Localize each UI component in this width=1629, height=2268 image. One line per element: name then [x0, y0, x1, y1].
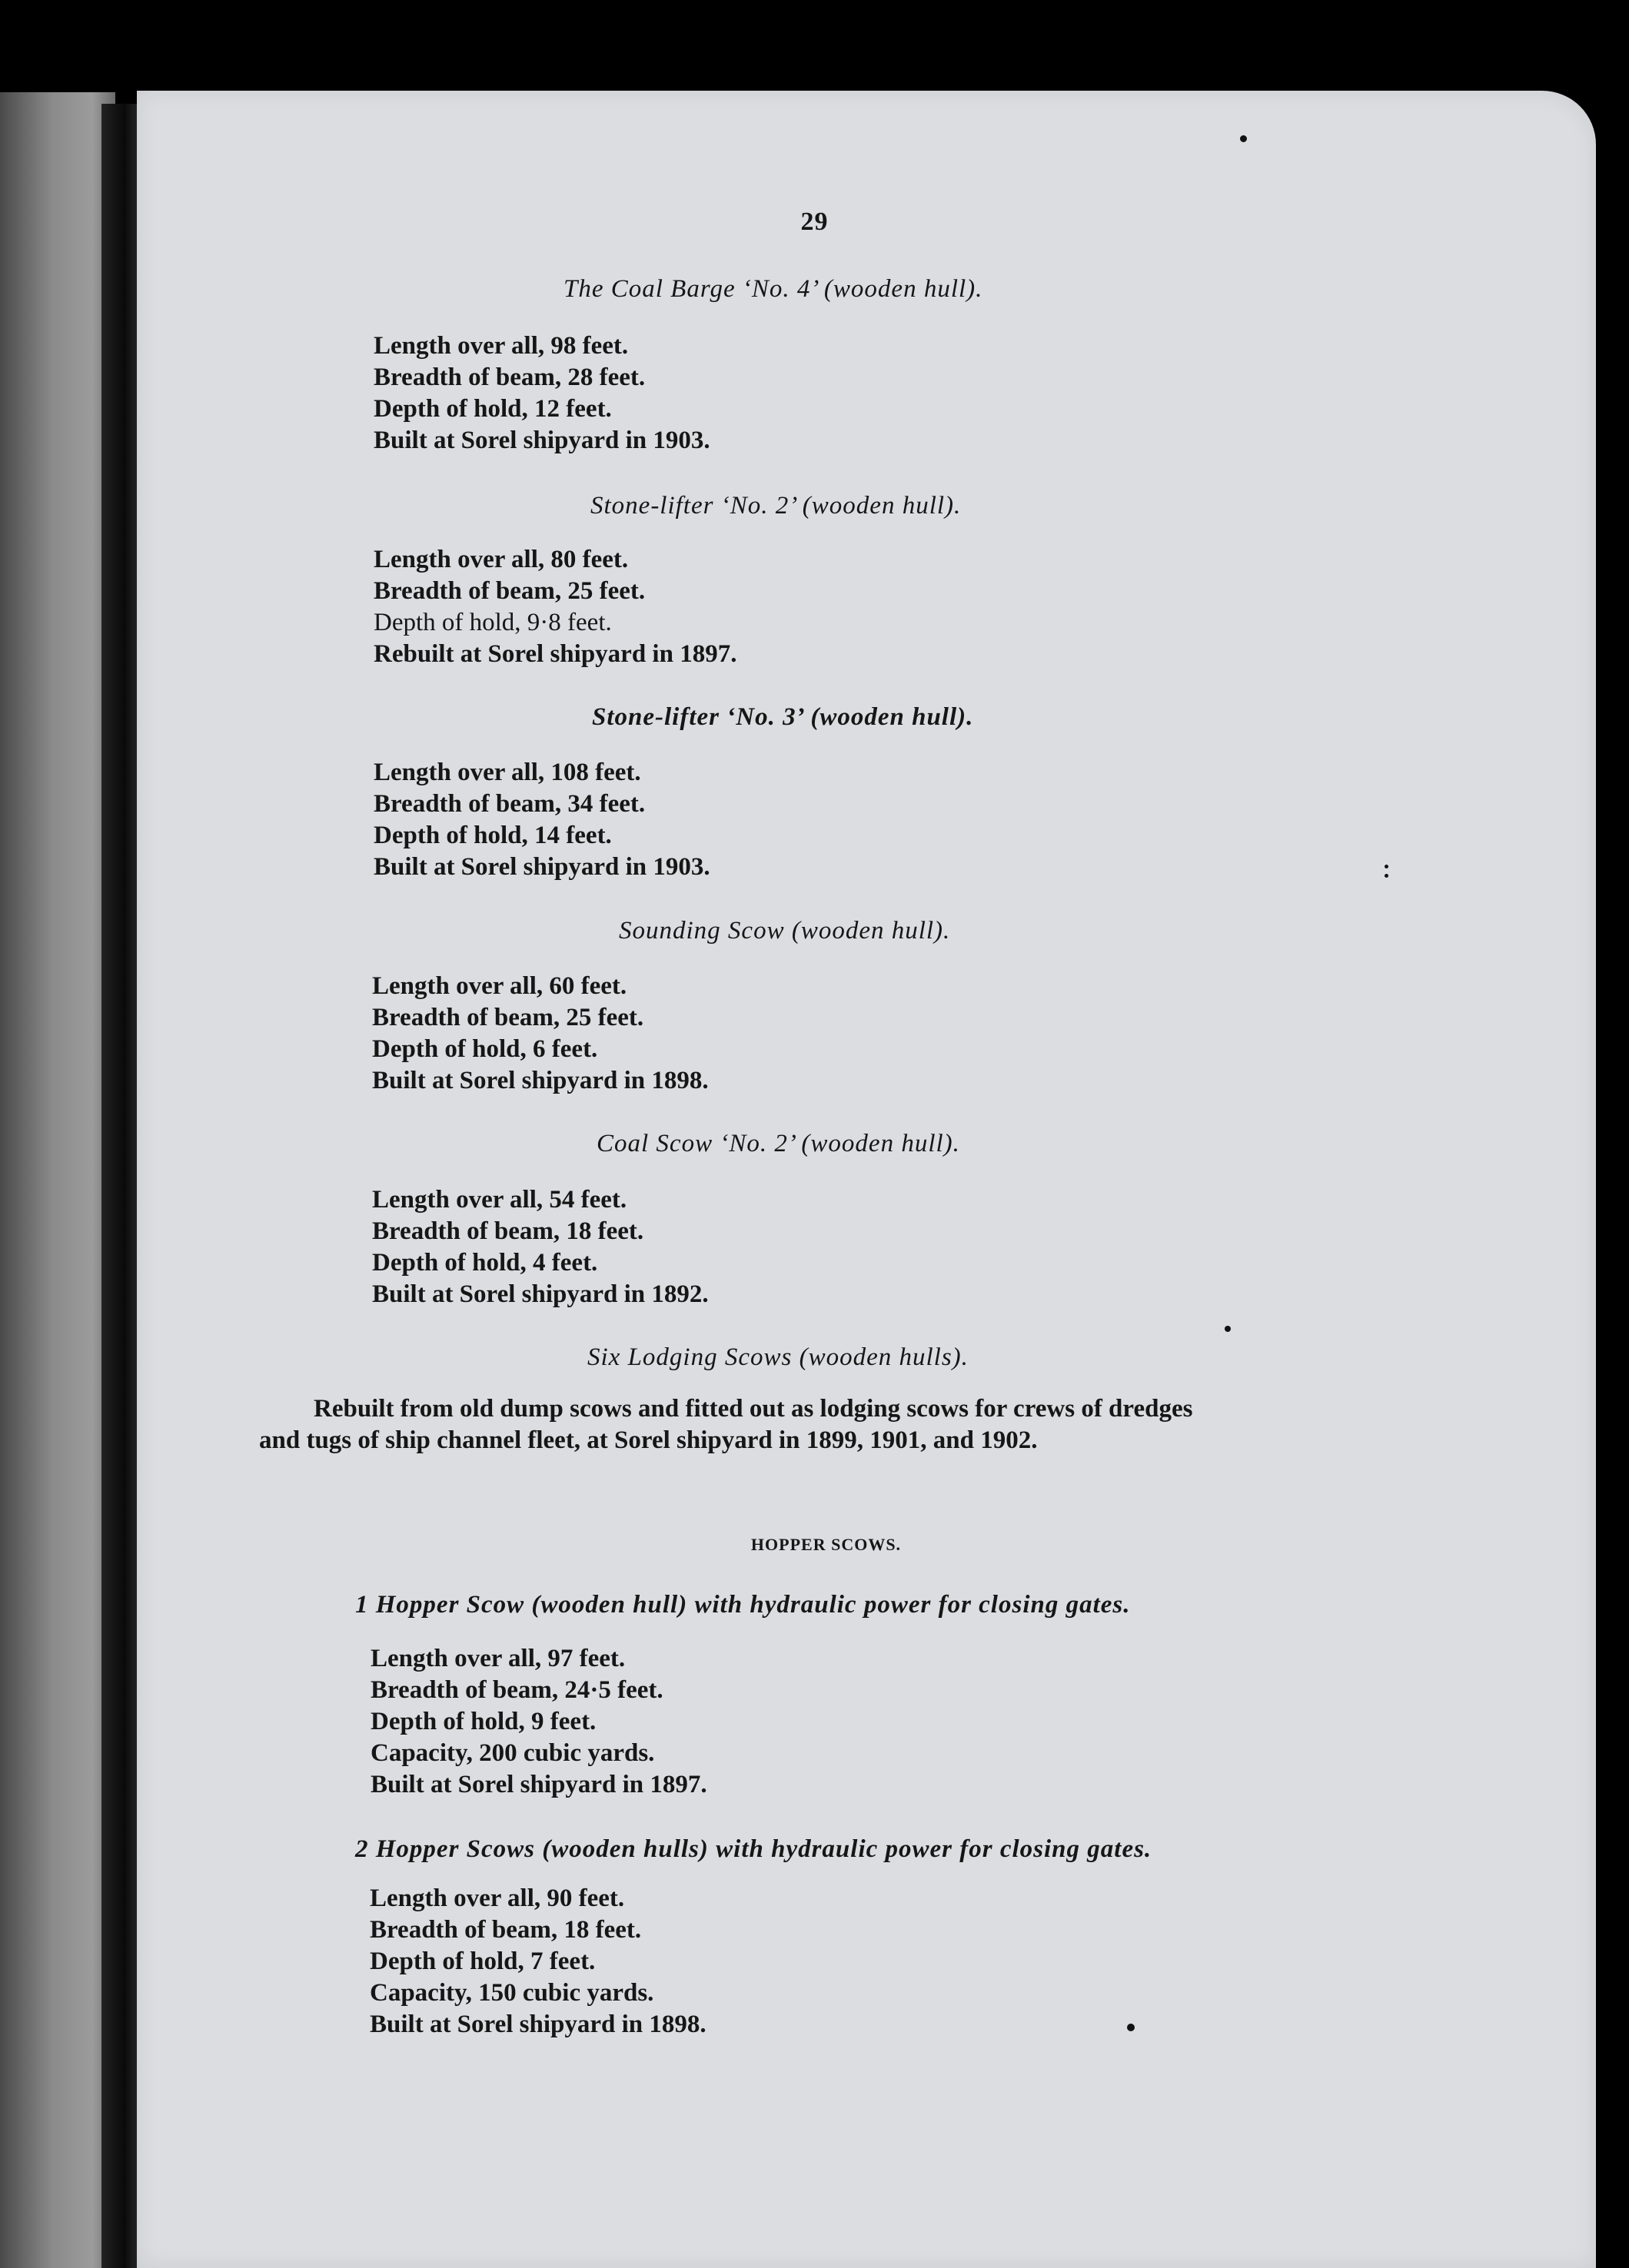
print-speck [1385, 874, 1388, 878]
section-details [374, 757, 710, 883]
detail-line: Built at Sorel shipyard in 1903. [374, 853, 710, 881]
hopper-section-title: HOPPER SCOWS. [750, 1535, 902, 1554]
print-speck [1240, 135, 1247, 142]
detail-line: Built at Sorel shipyard in 1897. [371, 1771, 707, 1798]
detail-line: Built at Sorel shipyard in 1898. [372, 1067, 709, 1094]
detail-line: Depth of hold, 9 feet. [371, 1708, 597, 1735]
section-heading: Coal Scow ‘No. 2’ (wooden hull). [597, 1130, 960, 1157]
detail-line: Length over all, 90 feet. [370, 1884, 625, 1912]
section-heading: The Coal Barge ‘No. 4’ (wooden hull). [564, 275, 983, 303]
detail-line: Depth of hold, 7 feet. [370, 1948, 596, 1975]
detail-line: Capacity, 150 cubic yards. [370, 1979, 654, 2007]
detail-line: Length over all, 60 feet. [372, 972, 627, 1000]
facing-page-edge [0, 92, 115, 2268]
detail-line: Breadth of beam, 24·5 feet. [371, 1676, 663, 1704]
detail-line: Built at Sorel shipyard in 1898. [370, 2011, 706, 2038]
section-heading: Six Lodging Scows (wooden hulls). [587, 1343, 969, 1371]
section-details [374, 330, 710, 457]
detail-line: Built at Sorel shipyard in 1903. [374, 427, 710, 454]
print-speck [1225, 1326, 1231, 1332]
section-details [372, 1184, 709, 1310]
section-heading: Sounding Scow (wooden hull). [619, 917, 951, 945]
detail-line: Breadth of beam, 28 feet. [374, 364, 646, 391]
print-speck [1127, 2024, 1135, 2031]
paragraph-line: and tugs of ship channel fleet, at Sorel shipyard in 1899, 1901, and 1902. [259, 1426, 1038, 1454]
detail-line: Depth of hold, 6 feet. [372, 1035, 598, 1063]
section-details [374, 544, 736, 670]
detail-line: Length over all, 80 feet. [374, 546, 629, 573]
detail-line: Length over all, 108 feet. [374, 759, 641, 786]
book-gutter [101, 104, 140, 2268]
detail-line: Length over all, 54 feet. [372, 1186, 627, 1214]
detail-line: Built at Sorel shipyard in 1892. [372, 1280, 709, 1308]
detail-line: Capacity, 200 cubic yards. [371, 1739, 655, 1767]
detail-line: Depth of hold, 4 feet. [372, 1249, 598, 1277]
detail-line: Breadth of beam, 25 feet. [372, 1004, 644, 1031]
detail-line: Length over all, 98 feet. [374, 332, 629, 360]
section-details [372, 971, 709, 1097]
detail-line: Rebuilt at Sorel shipyard in 1897. [374, 640, 737, 668]
detail-line: Breadth of beam, 34 feet. [374, 790, 646, 818]
detail-line: Depth of hold, 14 feet. [374, 822, 612, 849]
section-paragraph [259, 1393, 1192, 1456]
hopper-heading: 2 Hopper Scows (wooden hulls) with hydraulic power for closing gates. [355, 1835, 1152, 1863]
document-page [137, 91, 1596, 2268]
hopper-heading: 1 Hopper Scow (wooden hull) with hydraulic power for closing gates. [355, 1591, 1131, 1619]
detail-line: Depth of hold, 12 feet. [374, 395, 612, 423]
hopper-details [370, 1883, 706, 2041]
detail-line: Breadth of beam, 18 feet. [372, 1217, 644, 1245]
page-number: 29 [800, 208, 829, 236]
detail-line: Length over all, 97 feet. [371, 1645, 626, 1672]
detail-line: Breadth of beam, 18 feet. [370, 1916, 642, 1944]
paragraph-line: Rebuilt from old dump scows and fitted out as lodging scows for crews of dredges [314, 1395, 1193, 1423]
section-heading: Stone-lifter ‘No. 2’ (wooden hull). [590, 492, 962, 520]
section-heading: Stone-lifter ‘No. 3’ (wooden hull). [592, 703, 974, 731]
print-speck [1385, 865, 1388, 868]
hopper-details [371, 1643, 707, 1801]
detail-line: Depth of hold, 9·8 feet. [374, 609, 612, 636]
detail-line: Breadth of beam, 25 feet. [374, 577, 646, 605]
